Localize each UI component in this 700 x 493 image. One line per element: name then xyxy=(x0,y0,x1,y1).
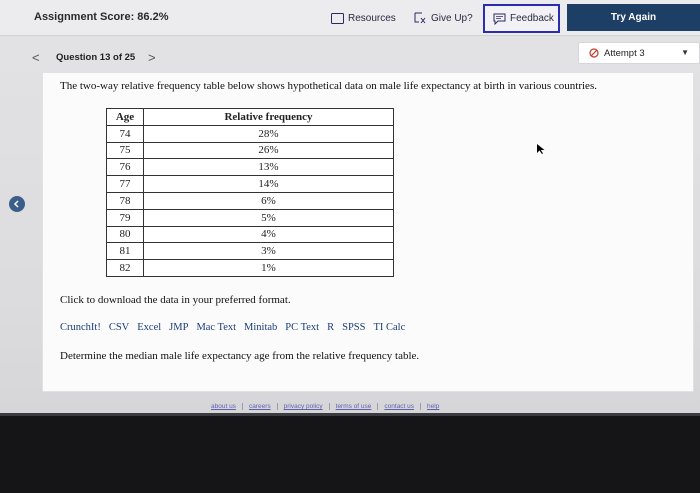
prev-question-button[interactable]: < xyxy=(32,50,40,65)
give-up-button[interactable] xyxy=(414,8,473,28)
collapse-panel-icon[interactable] xyxy=(9,196,25,212)
question-nav xyxy=(0,38,700,72)
age-cell: 81 xyxy=(107,243,144,260)
table-row xyxy=(107,209,394,226)
frequency-cell: 14% xyxy=(144,176,394,193)
age-cell: 77 xyxy=(107,176,144,193)
table-row xyxy=(107,243,394,260)
give-up-icon xyxy=(414,12,427,24)
footer-links xyxy=(205,403,445,410)
frequency-cell: 28% xyxy=(144,125,394,142)
question-counter: Question 13 of 25 xyxy=(56,52,136,63)
relative-frequency-table xyxy=(106,108,394,277)
bezel-edge xyxy=(0,413,700,416)
table-row xyxy=(107,226,394,243)
resources-label: Resources xyxy=(348,12,396,24)
feedback-icon xyxy=(493,13,506,25)
download-format-links xyxy=(60,322,405,333)
table-row xyxy=(107,176,394,193)
column-header-age: Age xyxy=(107,109,144,126)
age-cell: 76 xyxy=(107,159,144,176)
attempt-dropdown[interactable] xyxy=(578,42,700,64)
table-row xyxy=(107,260,394,277)
footer-link-help[interactable]: help xyxy=(427,403,440,410)
age-cell: 80 xyxy=(107,226,144,243)
assignment-score: Assignment Score: 86.2% xyxy=(34,11,169,23)
try-again-button[interactable]: Try Again xyxy=(567,4,700,31)
chevron-down-icon: ▼ xyxy=(681,48,689,57)
download-link-pc-text[interactable]: PC Text xyxy=(285,322,320,333)
blocked-icon xyxy=(589,48,599,58)
download-link-r[interactable]: R xyxy=(327,322,335,333)
age-cell: 74 xyxy=(107,125,144,142)
footer-link-terms[interactable]: terms of use xyxy=(330,403,379,410)
download-link-crunchit[interactable]: CrunchIt! xyxy=(60,322,101,333)
download-link-excel[interactable]: Excel xyxy=(137,322,162,333)
attempt-label: Attempt 3 xyxy=(604,47,645,59)
question-prompt: The two-way relative frequency table below shows hypothetical data on male life expectancy at birth in various countries. xyxy=(60,80,597,92)
next-question-button[interactable]: > xyxy=(148,50,156,65)
feedback-label: Feedback xyxy=(510,13,554,24)
footer-link-privacy[interactable]: privacy policy xyxy=(278,403,330,410)
monitor-bezel xyxy=(0,413,700,493)
question-panel xyxy=(42,72,694,392)
download-link-csv[interactable]: CSV xyxy=(108,322,130,333)
table-row xyxy=(107,159,394,176)
age-cell: 79 xyxy=(107,209,144,226)
resources-icon xyxy=(331,13,344,24)
download-link-mac-text[interactable]: Mac Text xyxy=(196,322,237,333)
footer-link-about[interactable]: about us xyxy=(205,403,243,410)
give-up-label: Give Up? xyxy=(431,12,473,24)
footer-link-careers[interactable]: careers xyxy=(243,403,278,410)
frequency-cell: 4% xyxy=(144,226,394,243)
age-cell: 78 xyxy=(107,192,144,209)
table-row xyxy=(107,142,394,159)
question-text: Determine the median male life expectancy age from the relative frequency table. xyxy=(60,350,420,362)
feedback-button[interactable] xyxy=(483,4,560,33)
download-link-ti-calc[interactable]: TI Calc xyxy=(373,322,406,333)
download-link-minitab[interactable]: Minitab xyxy=(244,322,278,333)
footer-link-contact[interactable]: contact us xyxy=(378,403,421,410)
resources-button[interactable] xyxy=(331,8,396,28)
table-header-row xyxy=(107,109,394,126)
download-link-spss[interactable]: SPSS xyxy=(342,322,366,333)
download-link-jmp[interactable]: JMP xyxy=(169,322,189,333)
download-instructions: Click to download the data in your preferred format. xyxy=(60,294,291,306)
age-cell: 75 xyxy=(107,142,144,159)
top-bar xyxy=(0,0,700,36)
frequency-cell: 6% xyxy=(144,192,394,209)
column-header-relative-frequency: Relative frequency xyxy=(144,109,394,126)
table-row xyxy=(107,125,394,142)
frequency-cell: 5% xyxy=(144,209,394,226)
table-row xyxy=(107,192,394,209)
frequency-cell: 1% xyxy=(144,260,394,277)
frequency-cell: 3% xyxy=(144,243,394,260)
mouse-cursor-icon xyxy=(537,144,546,154)
frequency-cell: 13% xyxy=(144,159,394,176)
age-cell: 82 xyxy=(107,260,144,277)
frequency-cell: 26% xyxy=(144,142,394,159)
